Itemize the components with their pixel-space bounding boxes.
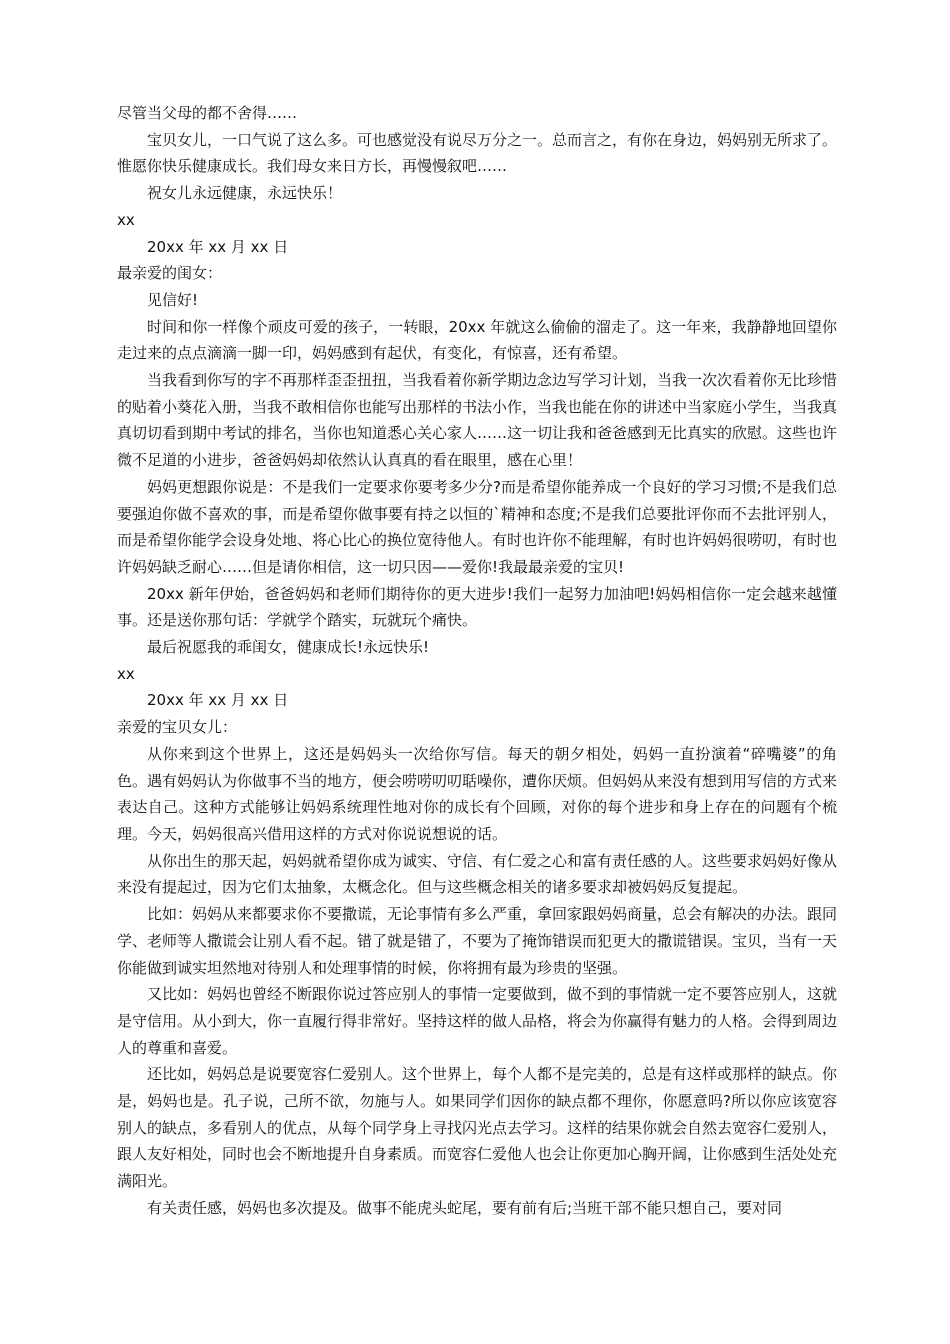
signature-date: 20xx 年 xx 月 xx 日 (147, 691, 289, 710)
paragraph-greeting: 见信好! (147, 290, 199, 309)
paragraph-opening-fragment: 尽管当父母的都不舍得…… (117, 104, 298, 122)
paragraph-wish: 祝女儿永远健康，永远快乐！ (147, 184, 343, 203)
signature-date: 20xx 年 xx 月 xx 日 (147, 237, 289, 256)
paragraph-body: 从你出生的那天起，妈妈就希望你成为诚实、守信、有仁爱之心和富有责任感的人。这些要求妈妈好像从来没有提起过，因为它们太抽象，太概念化。但与这些概念相关的诸多要求却被妈妈反复提起。 (117, 851, 838, 897)
letter-document (117, 100, 837, 1222)
paragraph-body: 宝贝女儿，一口气说了这么多。可也感觉没有说尽万分之一。总而言之，有你在身边，妈妈别无所求了。惟愿你快乐健康成长。我们母女来日方长，再慢慢叙吧…… (117, 130, 838, 176)
paragraph-body: 比如：妈妈从来都要求你不要撒谎，无论事情有多么严重，拿回家跟妈妈商量，总会有解决的办法。跟同学、老师等人撒谎会让别人看不起。错了就是错了，不要为了掩饰错误而犯更大的撒谎错误。宝贝，当有一天你能做到诚实坦然地对待别人和处理事情的时候，你将拥有最为珍贵的坚强。 (117, 905, 838, 977)
paragraph-body: 从你来到这个世界上，这还是妈妈头一次给你写信。每天的朝夕相处，妈妈一直扮演着“碎嘴婆”的角色。遇有妈妈认为你做事不当的地方，便会唠唠叨叨聒噪你，遭你厌烦。但妈妈从来没有想到用写信的方式来表达自己。这种方式能够让妈妈系统理性地对你的成长有个回顾，对你的每个进步和身上存在的问题有个梳理。今天，妈妈很高兴借用这样的方式对你说说想说的话。 (117, 744, 838, 843)
paragraph-wish: 最后祝愿我的乖闺女，健康成长!永远快乐! (147, 638, 430, 657)
paragraph-body: 有关责任感，妈妈也多次提及。做事不能虎头蛇尾，要有前有后;当班干部不能只想自己，要对同 (147, 1198, 783, 1217)
paragraph-body: 妈妈更想跟你说是：不是我们一定要求你要考多少分?而是希望你能养成一个良好的学习习惯;不是我们总要强迫你做不喜欢的事，而是希望你做事要有持之以恒的`精神和态度;不是我们总要批评你而不去批评别人，而是希望你能学会设身处地、将心比心的换位宽待他人。有时也许你不能理解，有时也许妈妈很唠叨，有时也许妈妈缺乏耐心……但是请你相信，这一切只因——爱你!我最最亲爱的宝贝! (117, 477, 838, 576)
paragraph-body: 时间和你一样像个顽皮可爱的孩子，一转眼，20xx 年就这么偷偷的溜走了。这一年来，我静静地回望你走过来的点点滴滴一脚一印，妈妈感到有起伏，有变化，有惊喜，还有希望。 (117, 317, 837, 363)
letter-salutation: 最亲爱的闺女： (117, 264, 223, 283)
paragraph-body: 20xx 新年伊始，爸爸妈妈和老师们期待你的更大进步!我们一起努力加油吧!妈妈相信你一定会越来越懂事。还是送你那句话：学就学个踏实，玩就玩个痛快。 (117, 584, 837, 630)
paragraph-body: 又比如：妈妈也曾经不断跟你说过答应别人的事情一定要做到，做不到的事情就一定不要答应别人，这就是守信用。从小到大，你一直履行得非常好。坚持这样的做人品格，将会为你赢得有魅力的人格。会得到周边人的尊重和喜爱。 (117, 985, 838, 1057)
signature-name: xx (117, 664, 135, 683)
signature-name: xx (117, 210, 135, 229)
letter-salutation: 亲爱的宝贝女儿： (117, 718, 238, 737)
paragraph-body: 当我看到你写的字不再那样歪歪扭扭，当我看着你新学期边念边写学习计划，当我一次次看着你无比珍惜的贴着小葵花入册，当我不敢相信你也能写出那样的书法小作，当我也能在你的讲述中当家庭小学生，当我真真切切看到期中考试的排名，当你也知道悉心关心家人……这一切让我和爸爸感到无比真实的欣慰。这些也许微不足道的小进步，爸爸妈妈却依然认认真真的看在眼里，感在心里！ (117, 371, 838, 470)
paragraph-body: 还比如，妈妈总是说要宽容仁爱别人。这个世界上，每个人都不是完美的，总是有这样或那样的缺点。你是，妈妈也是。孔子说，己所不欲，勿施与人。如果同学们因你的缺点都不理你，你愿意吗?所以你应该宽容别人的缺点，多看别人的优点，从每个同学身上寻找闪光点去学习。这样的结果你就会自然去宽容仁爱别人，跟人友好相处，同时也会不断地提升自身素质。而宽容仁爱他人也会让你更加心胸开阔，让你感到生活处处充满阳光。 (117, 1065, 838, 1191)
